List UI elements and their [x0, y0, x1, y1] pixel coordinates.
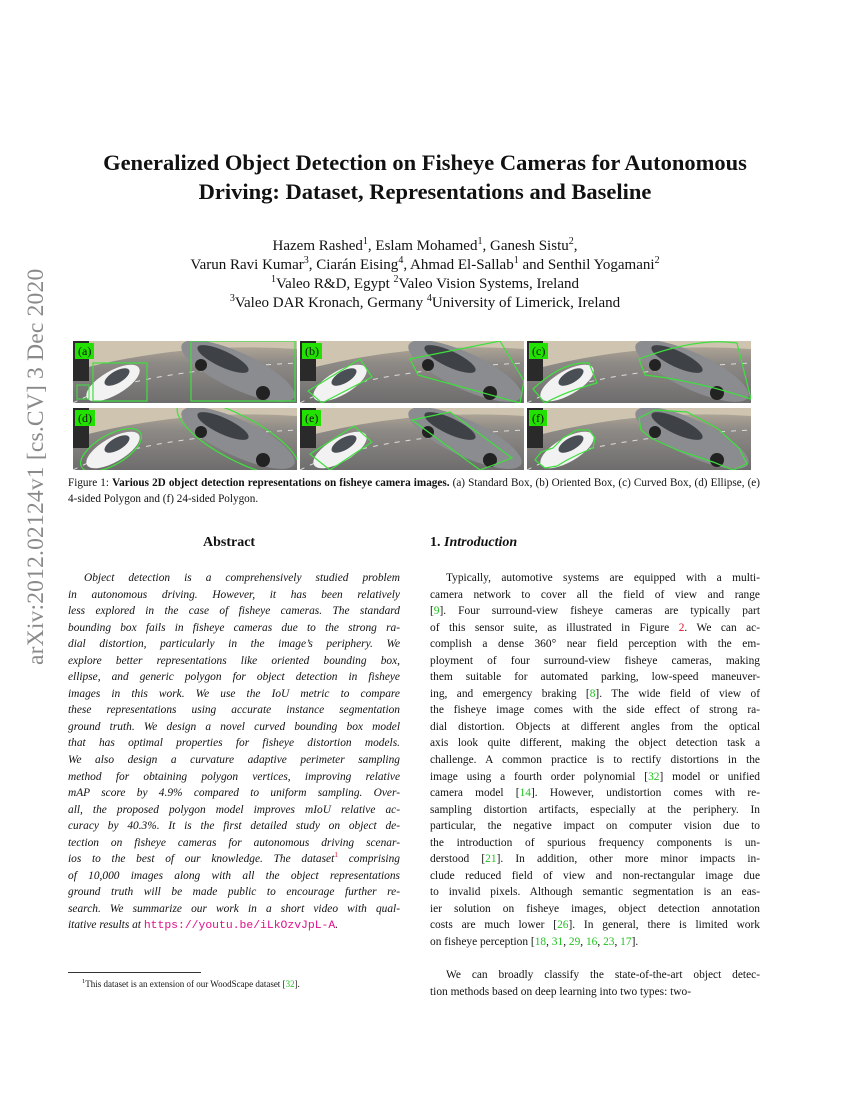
text-span: ]. The wide field of view of	[595, 687, 760, 700]
text-span: method for obtaining polygon vertices, improving relative	[68, 770, 400, 783]
text-line	[68, 818, 400, 835]
text-span: all, the proposed polygon model improves mIoU relative ac-	[68, 803, 400, 816]
citation-link[interactable]: 23	[603, 936, 615, 949]
text-span: itative results at	[68, 919, 144, 932]
affiliation-mark: 2	[393, 274, 399, 285]
text-span: We can broadly classify the state-of-the-art object detec-	[446, 969, 760, 982]
text-line	[68, 851, 400, 868]
text-line	[430, 951, 760, 968]
footnote-text: This dataset is an extension of our WoodScape dataset [	[85, 979, 286, 989]
text-line	[430, 752, 760, 769]
author-text: , Ahmad El-Sallab	[403, 257, 514, 273]
figure-panel	[527, 341, 751, 403]
panel-label: (a)	[75, 343, 94, 359]
text-span: less explored in the case of fisheye cameras. The standard	[68, 605, 400, 618]
panel-label: (e)	[302, 410, 321, 426]
citation-link[interactable]: 21	[485, 853, 497, 866]
text-line	[430, 603, 760, 620]
text-line	[430, 818, 760, 835]
text-line	[68, 802, 400, 819]
text-span: sampling distortion artifacts, especially at the periphery. In	[430, 803, 760, 816]
text-line	[68, 587, 400, 604]
text-span: ] model or unified	[659, 770, 760, 783]
text-span: camera model [	[430, 787, 520, 800]
author-block	[40, 237, 810, 313]
citation-link[interactable]: 18	[534, 936, 547, 949]
affiliation-mark: 4	[398, 255, 404, 266]
text-span: .	[335, 919, 339, 932]
citation-link[interactable]: 29	[568, 936, 581, 949]
text-span: . We can ac-	[684, 621, 760, 634]
citation-link[interactable]: 32	[285, 979, 295, 989]
text-line	[68, 901, 400, 918]
text-span: ]. In general, there is limited work	[568, 919, 760, 932]
text-span: tection on fisheye cameras for autonomous driving scenar-	[68, 836, 400, 849]
introduction-heading	[430, 535, 517, 551]
text-line	[430, 686, 760, 703]
affiliation-line-1	[40, 275, 810, 294]
text-line	[430, 934, 760, 951]
text-span: ].	[631, 936, 639, 949]
title-line: Driving: Dataset, Representations and Baseline	[198, 179, 652, 204]
text-line	[430, 785, 760, 802]
text-line	[68, 868, 400, 885]
citation-link[interactable]: 14	[519, 787, 531, 800]
arxiv-identifier: arXiv:2012.02124v1 [cs.CV] 3 Dec 2020	[23, 268, 49, 665]
text-line	[68, 917, 400, 934]
figure-reference-link[interactable]: 2	[678, 621, 685, 634]
text-span: Typically, automotive systems are equipped with a multi-	[446, 572, 760, 584]
fisheye-image	[300, 408, 524, 470]
text-line	[430, 653, 760, 670]
text-span: particular, the negative impact on computer vision due to	[430, 820, 760, 833]
panel-label: (b)	[302, 343, 322, 359]
text-line	[68, 735, 400, 752]
text-span: derstood [	[430, 853, 486, 866]
affiliation-mark: 1	[271, 274, 277, 285]
text-span: costs are much lower [	[430, 919, 558, 932]
section-title: Introduction	[444, 535, 518, 550]
text-line	[68, 620, 400, 637]
text-span: challenge. A common practice is to rectify distortions in the	[430, 754, 760, 767]
text-span: bounding box fails in fisheye cameras due to the strong ra-	[68, 621, 400, 634]
affiliation-mark: 1	[513, 255, 519, 266]
introduction-body	[430, 570, 760, 1000]
text-line	[68, 669, 400, 686]
text-span: ios to the best of our knowledge. The dataset	[68, 853, 335, 866]
panel-label: (c)	[529, 343, 548, 359]
footnote-mark: 1	[82, 978, 86, 985]
figure-panel	[300, 408, 524, 470]
affiliation-line-2	[40, 294, 810, 313]
text-span: image using a fourth order polynomial [	[430, 770, 649, 783]
text-span: of this sensor suite, as illustrated in Figure	[430, 621, 679, 634]
author-text: Valeo Vision Systems, Ireland	[398, 276, 579, 292]
fisheye-image	[73, 408, 297, 470]
text-span: explore better representations like oriented bounding box,	[68, 654, 400, 667]
text-span: tion methods based on deep learning into two types: two-	[430, 985, 691, 998]
text-line	[430, 702, 760, 719]
text-line	[430, 917, 760, 934]
citation-link[interactable]: 17	[620, 936, 632, 949]
text-line	[68, 769, 400, 786]
text-span: ,	[597, 936, 604, 949]
section-number: 1.	[430, 535, 444, 550]
fisheye-image	[73, 341, 297, 403]
author-line-1	[40, 237, 810, 256]
text-span: these representations using accurate instance segmentation	[68, 704, 400, 717]
author-text: Valeo DAR Kronach, Germany	[234, 295, 427, 311]
text-span: camera network to cover all the field of view and range	[430, 588, 760, 601]
text-span: ,	[563, 936, 569, 949]
text-span: ground truth. We design a novel curved bounding box model	[68, 720, 400, 733]
figure-panel	[73, 341, 297, 403]
fisheye-image	[527, 341, 751, 403]
text-line	[430, 984, 760, 1001]
title-line: Generalized Object Detection on Fisheye Cameras for Autonomous	[103, 150, 747, 175]
text-span: dial distortion, particularly in the image’s periphery. We	[68, 638, 400, 651]
text-line	[68, 686, 400, 703]
author-line-2	[40, 256, 810, 275]
text-line	[430, 719, 760, 736]
text-span: We also design a curvature adaptive perimeter sampling	[68, 754, 400, 767]
text-span: Object detection is a comprehensively studied problem	[84, 572, 400, 584]
text-span: in autonomous driving. However, it has been relatively	[68, 588, 400, 601]
author-text: Valeo R&D, Egypt	[276, 276, 394, 292]
figure-caption	[68, 475, 760, 507]
text-span: the introduction of spurious frequency components is un-	[430, 836, 760, 849]
abstract-body	[68, 570, 400, 934]
caption-bold: Various 2D object detection representations on fisheye camera images.	[112, 477, 450, 489]
paper-title	[40, 148, 810, 206]
text-span: of 10,000 images along with all the object representations	[68, 869, 400, 882]
text-line	[430, 868, 760, 885]
affiliation-mark: 2	[568, 236, 574, 247]
caption-text: (a) Standard Box, (b) Oriented Box, (c) Curved Box, (d) Ellipse, (e) 4-sided Polygon and (f) 24-sided Polygon.	[68, 477, 760, 505]
affiliation-mark: 3	[303, 255, 309, 266]
text-line	[68, 702, 400, 719]
video-url-link[interactable]: https://youtu.be/iLkOzvJpL-A	[143, 920, 336, 933]
affiliation-mark: 4	[426, 293, 432, 304]
text-span: ployment of four surround-view fisheye cameras, making	[430, 654, 760, 667]
text-line	[430, 835, 760, 852]
citation-link[interactable]: 16	[585, 936, 598, 949]
text-line	[68, 752, 400, 769]
text-span: [	[430, 605, 434, 618]
citation-link[interactable]: 32	[648, 770, 660, 783]
text-span: ]. However, undistortion comes with re-	[531, 787, 760, 800]
text-span: ]. Four surround-view fisheye cameras are typically part	[439, 605, 760, 618]
text-span: comprising	[338, 853, 400, 866]
figure-panel	[527, 408, 751, 470]
text-line	[430, 967, 760, 984]
citation-link[interactable]: 8	[589, 687, 596, 700]
text-span: ,	[546, 936, 552, 949]
text-span: ier solution on fisheye images, object detection annotation	[430, 902, 760, 915]
author-text: Hazem Rashed	[272, 238, 363, 254]
citation-link[interactable]: 31	[551, 936, 564, 949]
caption-label: Figure 1:	[68, 477, 113, 489]
text-span: ]. In addition, other more minor impacts in-	[496, 853, 760, 866]
text-line	[430, 851, 760, 868]
text-span: axis look quite different, making the object detection task a	[430, 737, 760, 750]
footnote-end: ].	[294, 979, 300, 989]
affiliation-mark: 1	[477, 236, 483, 247]
text-line	[68, 884, 400, 901]
text-span: the fisheye image comes with the side effect of strong ra-	[430, 704, 760, 717]
text-span: that has optimal properties for fisheye distortion models.	[68, 737, 400, 750]
text-span: ,	[580, 936, 586, 949]
text-line	[430, 636, 760, 653]
text-span: to invalid pixels. Although semantic segmentation is an eas-	[430, 886, 760, 899]
footnote-mark-link[interactable]: 1	[334, 850, 339, 860]
text-line	[430, 669, 760, 686]
text-line	[430, 570, 760, 587]
text-line	[430, 769, 760, 786]
abstract-heading: Abstract	[203, 535, 256, 550]
text-span: dial distortion. Objects at different angles from the optical	[430, 720, 760, 733]
panel-label: (f)	[529, 410, 547, 426]
footnote	[68, 979, 300, 989]
text-span: ing, and emergency braking [	[430, 687, 590, 700]
text-line	[430, 802, 760, 819]
affiliation-mark: 3	[229, 293, 235, 304]
author-text: , Eslam Mohamed	[367, 238, 478, 254]
affiliation-mark: 2	[654, 255, 660, 266]
text-span: mAP score by 4.9% compared to uniform sampling. Over-	[68, 787, 400, 800]
text-span: complish a dense 360° near field perception with the em-	[430, 638, 760, 651]
text-line	[68, 636, 400, 653]
text-span: ellipse, and generic polygon for object detection in fisheye	[68, 671, 400, 684]
panel-label: (d)	[75, 410, 95, 426]
author-text: Varun Ravi Kumar	[190, 257, 304, 273]
text-line	[430, 587, 760, 604]
citation-link[interactable]: 9	[433, 605, 440, 618]
text-span: clude reduced field of view and non-rectangular image due	[430, 869, 760, 882]
text-line	[68, 835, 400, 852]
text-line	[68, 603, 400, 620]
footnote-divider	[68, 972, 201, 973]
author-text: , Ganesh Sistu	[482, 238, 569, 254]
text-span: ground truth will be made public to encourage further re-	[68, 886, 400, 899]
fisheye-image	[300, 341, 524, 403]
affiliation-mark: 1	[362, 236, 368, 247]
text-line	[430, 620, 760, 637]
author-text: University of Limerick, Ireland	[431, 295, 621, 311]
text-span: them suitable for automated parking, low-speed maneuver-	[430, 671, 760, 684]
text-line	[68, 653, 400, 670]
text-span: images in this work. We use the IoU metric to compare	[68, 687, 400, 700]
text-line	[430, 735, 760, 752]
text-span: search. We summarize our work in a short video with qual-	[68, 902, 400, 915]
figure-1	[73, 341, 753, 469]
text-span: ,	[614, 936, 621, 949]
citation-link[interactable]: 26	[557, 919, 569, 932]
text-line	[430, 884, 760, 901]
text-line	[68, 719, 400, 736]
text-line	[68, 570, 400, 587]
text-span: curacy by 40.3%. It is the first detailed study on object de-	[68, 820, 400, 833]
text-line	[68, 785, 400, 802]
figure-panel	[73, 408, 297, 470]
author-text: and Senthil Yogamani	[518, 257, 655, 273]
text-line	[430, 901, 760, 918]
fisheye-image	[527, 408, 751, 470]
figure-panel	[300, 341, 524, 403]
author-text: ,	[573, 238, 578, 254]
author-text: , Ciarán Eising	[308, 257, 399, 273]
text-span: on fisheye perception [	[430, 936, 535, 949]
